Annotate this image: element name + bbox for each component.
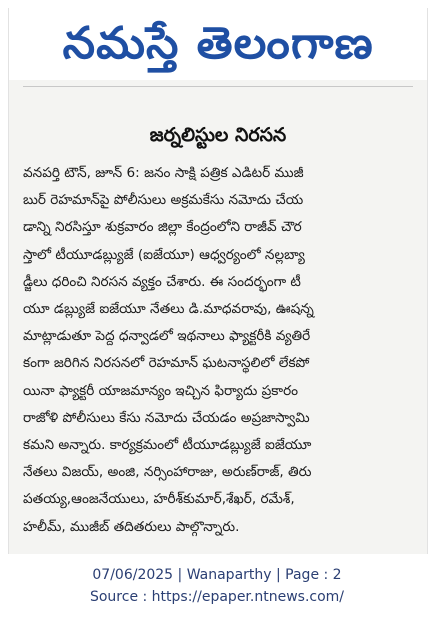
article-line: యినా ఫ్యాక్టరీ యాజమాన్యం ఇచ్చిన ఫిర్యాదు ప్రకారం <box>23 382 299 399</box>
article-line: మాట్లాడుతూ పెద్ద ధన్వాడలో ఇథనాలు ఫ్యాక్టరీకి వ్యతిరే <box>23 328 311 345</box>
article-line: డ్జీలు ధరించి నిరసన వ్యక్తం చేశారు. ఈ సందర్భంగా టీ <box>23 273 301 290</box>
article-line: స్తాలో టీయూడబ్ల్యుజే (ఐజేయూ) ఆధ్వర్యంలో నల్లబ్యా <box>23 246 305 263</box>
masthead-divider <box>23 86 413 87</box>
masthead-logo-title: నమస్తే తెలంగాణ <box>62 18 374 69</box>
article-line: బుర్ రెహమాన్‌పై పోలీసులు అక్రమకేసు నమోదు చేయ <box>23 192 304 209</box>
news-clipping <box>8 8 428 554</box>
source-link[interactable]: Source : https://epaper.ntnews.com/ <box>89 589 345 605</box>
article-line: వనపర్తి టౌన్, జూన్ 6: జనం సాక్షి పత్రిక ఎడిటర్ ముజీ <box>23 165 304 181</box>
article-line: డాన్ని నిరసిస్తూ శుక్రవారం జిల్లా కేంద్రంలోని రాజీవ్ చౌర <box>23 219 302 236</box>
article-line: పతయ్య,ఆంజనేయులు, హరీశ్‌కుమార్,శేఖర్, రమేశ్, <box>23 491 295 508</box>
article-headline: జర్నలిస్టుల నిరసన <box>149 124 287 146</box>
article-line: నేతలు విజయ్, అంజి, నర్సింహారాజు, అరుణ్‌రాజ్, తిరు <box>23 464 312 481</box>
page-footer <box>0 564 434 608</box>
article-body <box>23 160 415 541</box>
article-line: యూ డబ్ల్యుజే ఐజేయూ నేతలు డి.మాధవరావు, ఊషన్న <box>23 301 314 318</box>
edition-meta: 07/06/2025 | Wanaparthy | Page : 2 <box>92 567 342 583</box>
article-line: హలీమ్, ముజీబ్ తదితరులు పాల్గొన్నారు. <box>23 518 240 535</box>
article-line: రాజోళి పోలీసులు కేసు నమోదు చేయడం అప్రజాస్వామి <box>23 409 310 426</box>
article-line: కంగా జరిగిన నిరసనలో రెహమాన్ ఘటనాస్థలిలో లేకపో <box>23 355 310 372</box>
article-line: కమని అన్నారు. కార్యక్రమంలో టీయూడబ్ల్యుజే ఐజేయూ <box>23 437 312 454</box>
masthead <box>9 8 427 80</box>
